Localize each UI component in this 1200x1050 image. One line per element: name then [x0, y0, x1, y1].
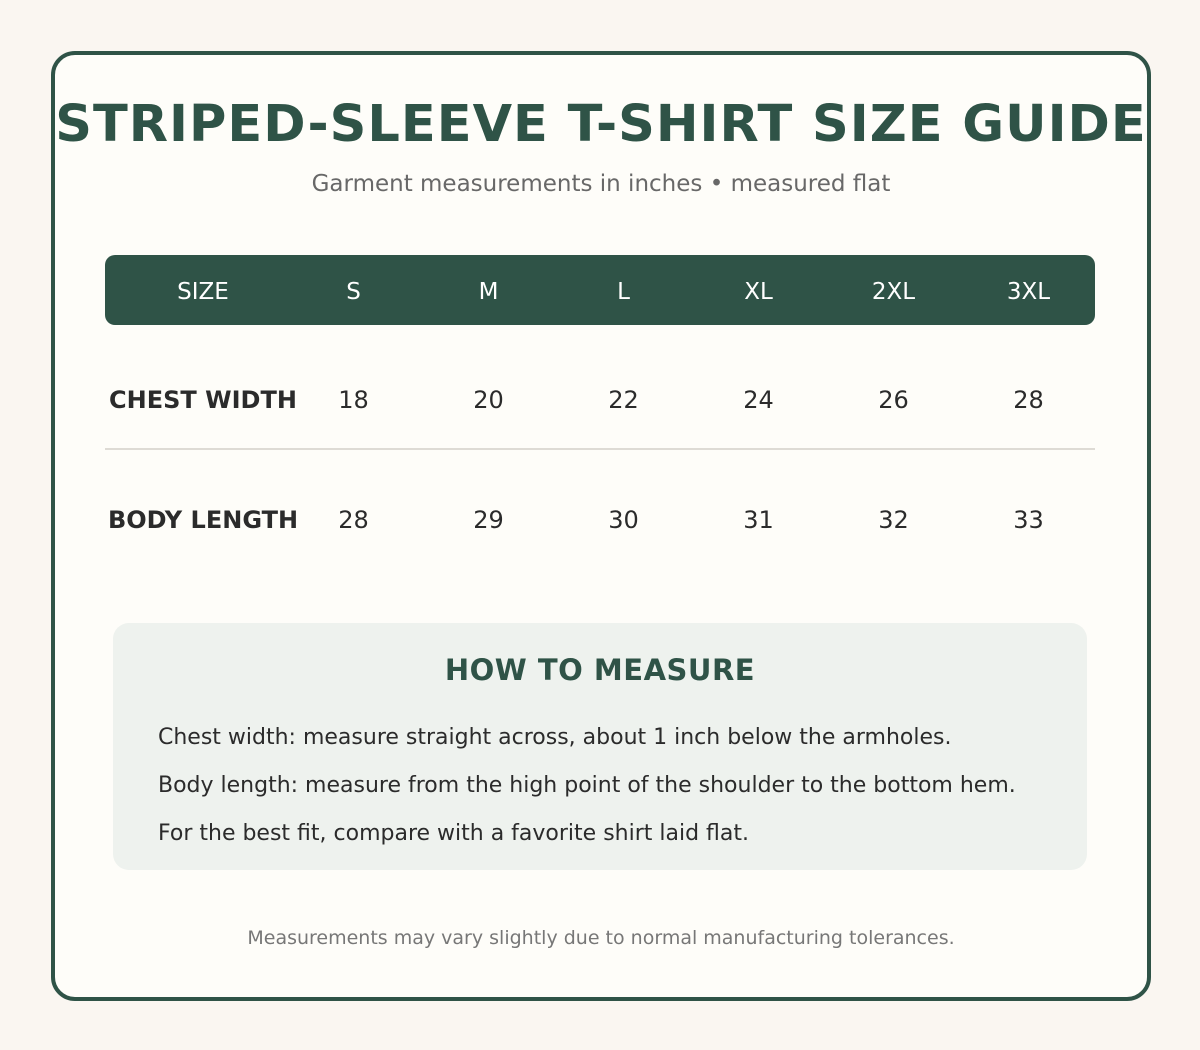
how-to-measure-panel [113, 623, 1087, 870]
measure-tip-fit: For the best fit, compare with a favorite shirt laid flat. [158, 821, 750, 846]
column-header-m: M [478, 279, 499, 305]
measure-tip-length: Body length: measure from the high point of the shoulder to the bottom hem. [158, 773, 1016, 798]
table-cell: 28 [338, 506, 369, 534]
table-cell: 33 [1013, 506, 1044, 534]
column-header-2xl: 2XL [871, 279, 916, 305]
column-header-s: S [346, 279, 361, 305]
table-cell: 20 [473, 386, 504, 414]
column-header-size: SIZE [177, 279, 229, 305]
column-header-3xl: 3XL [1006, 279, 1051, 305]
page-subtitle: Garment measurements in inches • measured flat [311, 171, 891, 197]
table-cell: 31 [743, 506, 774, 534]
row-label: CHEST WIDTH [109, 386, 297, 414]
table-row-chest-width [105, 370, 1095, 430]
size-guide-card [51, 51, 1151, 1001]
size-table-header [105, 255, 1095, 325]
table-cell: 32 [878, 506, 909, 534]
column-header-xl: XL [744, 279, 773, 305]
table-cell: 29 [473, 506, 504, 534]
table-row-body-length [105, 490, 1095, 550]
table-cell: 26 [878, 386, 909, 414]
tolerance-footnote: Measurements may vary slightly due to normal manufacturing tolerances. [247, 927, 955, 949]
table-cell: 18 [338, 386, 369, 414]
how-to-measure-heading: HOW TO MEASURE [444, 653, 756, 687]
measure-tip-chest: Chest width: measure straight across, about 1 inch below the armholes. [158, 725, 952, 750]
table-cell: 22 [608, 386, 639, 414]
page-title: STRIPED-SLEEVE T-SHIRT SIZE GUIDE [55, 95, 1147, 154]
column-header-l: L [617, 279, 630, 305]
row-label: BODY LENGTH [107, 506, 299, 534]
table-cell: 28 [1013, 386, 1044, 414]
table-cell: 24 [743, 386, 774, 414]
table-cell: 30 [608, 506, 639, 534]
row-divider [105, 448, 1095, 450]
